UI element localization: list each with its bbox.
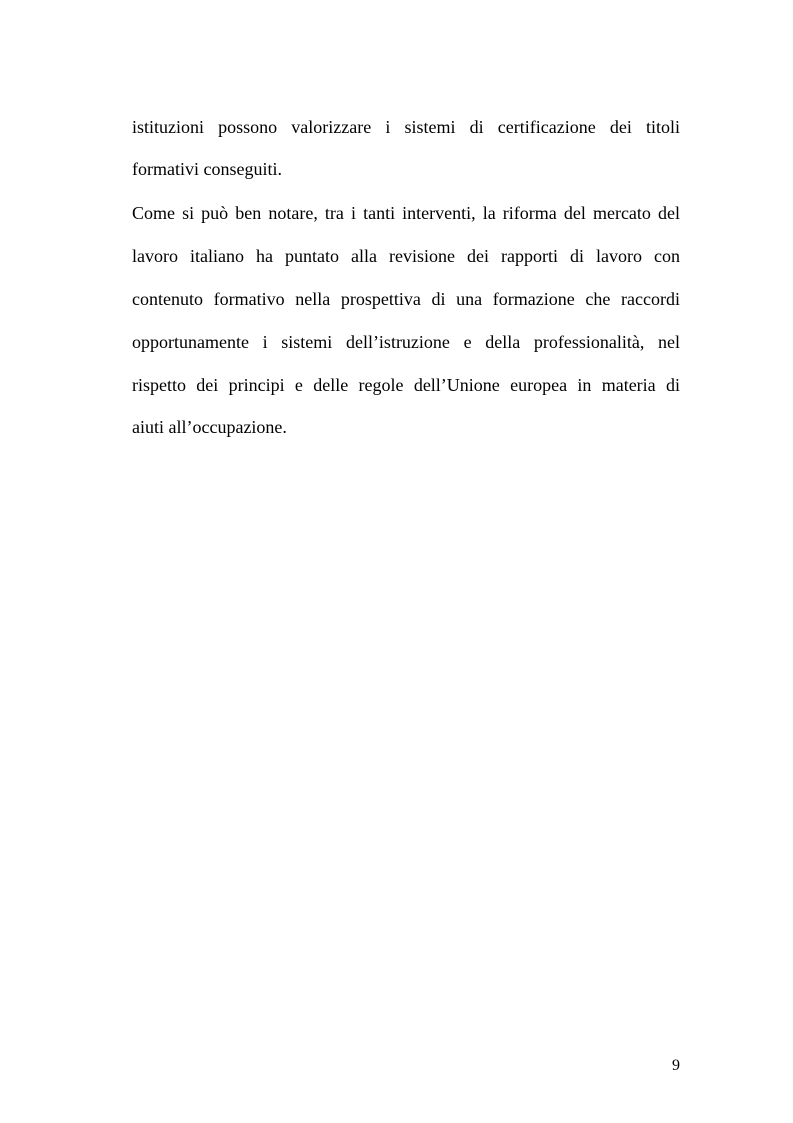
paragraph-2-line-4: opportunamente i sistemi dell’istruzione e della professionalità, nel (132, 332, 680, 352)
page-number: 9 (672, 1057, 680, 1074)
paragraph-2-line-1: Come si può ben notare, tra i tanti interventi, la riforma del mercato del (132, 203, 680, 223)
paragraph-1-line-2: formativi conseguiti. (132, 159, 282, 179)
paragraph-2-line-6: aiuti all’occupazione. (132, 417, 287, 437)
paragraph-1-line-1: istituzioni possono valorizzare i sistemi di certificazione dei titoli (132, 117, 680, 137)
paragraph-2-line-5: rispetto dei principi e delle regole dell’Unione europea in materia di (132, 375, 680, 395)
paragraph-2-line-3: contenuto formativo nella prospettiva di una formazione che raccordi (132, 289, 680, 309)
paragraph-2-line-2: lavoro italiano ha puntato alla revisione dei rapporti di lavoro con (132, 246, 680, 266)
